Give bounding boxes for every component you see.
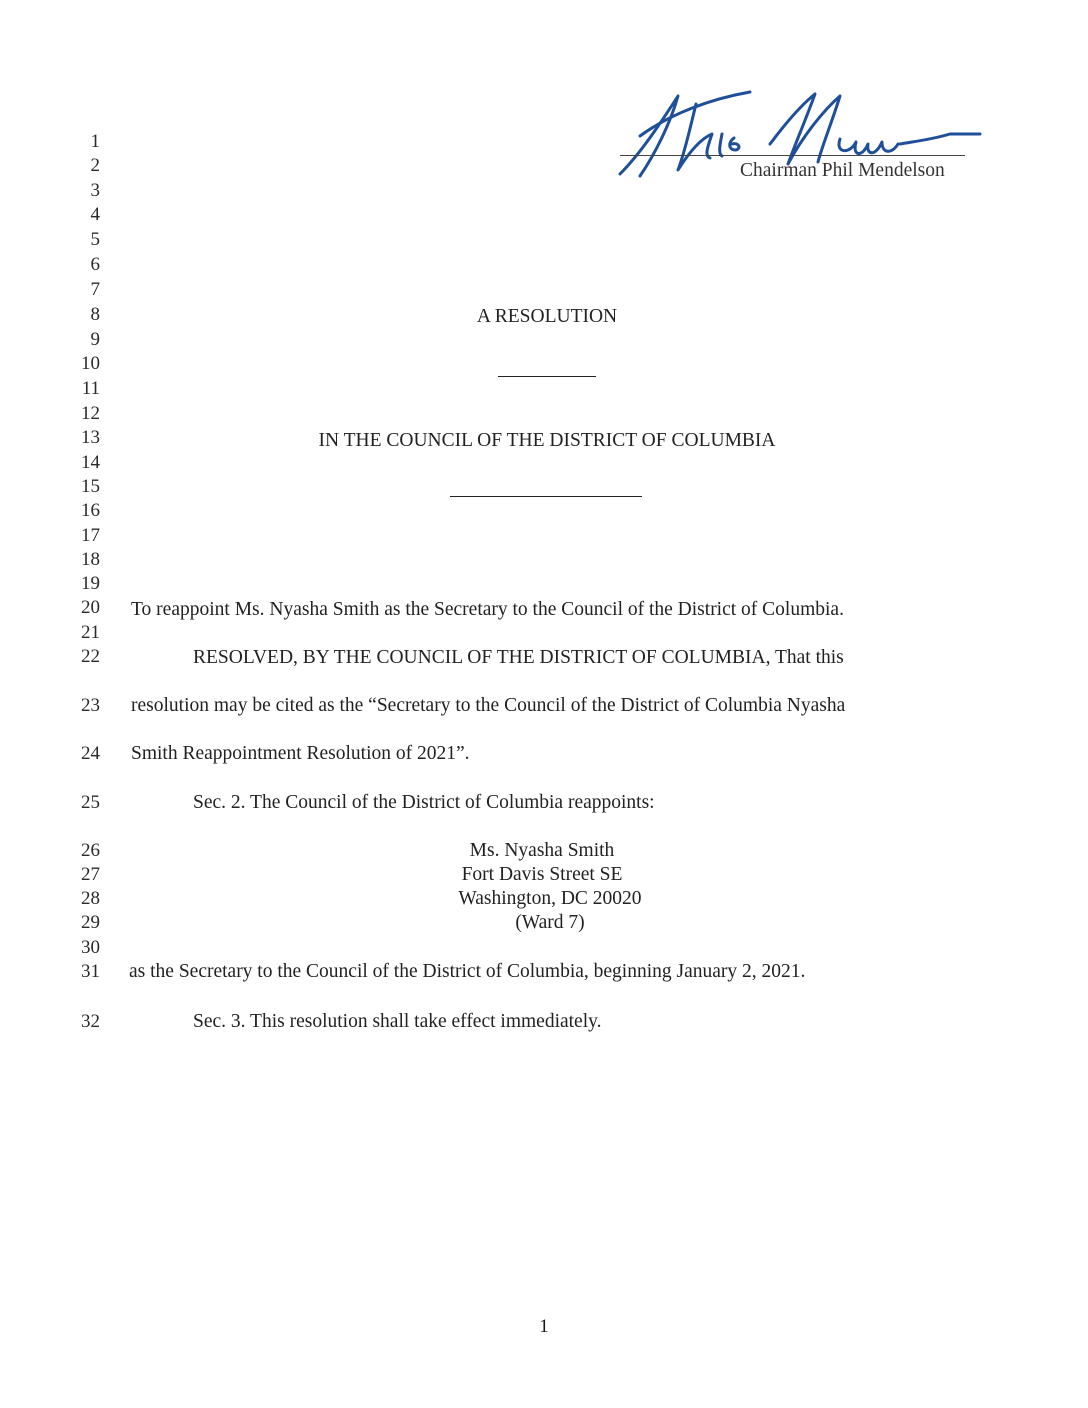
line-number: 4 [90,204,100,225]
line-number: 29 [81,912,100,933]
purpose-line: To reappoint Ms. Nyasha Smith as the Secretary to the Council of the District of Columbia. [131,599,844,620]
appointee-street: Fort Davis Street SE [461,864,623,885]
line-number: 13 [81,427,100,448]
line-number: 11 [81,378,100,399]
line-number: 6 [90,254,100,275]
line-number: 30 [81,937,100,958]
line-number: 23 [81,695,100,716]
line-number: 19 [81,573,100,594]
line-number: 2 [90,155,100,176]
line-number: 15 [81,476,100,497]
line-number: 24 [81,743,100,764]
line-number: 28 [81,888,100,909]
heading-rule [498,376,596,377]
line-number: 1 [90,131,100,152]
line-number: 16 [81,500,100,521]
title-rule [450,496,642,497]
line-number: 17 [81,525,100,546]
line-number: 27 [81,864,100,885]
line-number: 32 [81,1011,100,1032]
line-number: 9 [90,329,100,350]
appointment-line: as the Secretary to the Council of the District of Columbia, beginning January 2, 2021. [129,961,806,982]
line-number: 26 [81,840,100,861]
appointee-city: Washington, DC 20020 [458,888,642,909]
line-number: 20 [81,597,100,618]
section-3: Sec. 3. This resolution shall take effect immediately. [193,1011,602,1032]
line-number: 18 [81,549,100,570]
line-number: 25 [81,792,100,813]
line-number: 3 [90,180,100,201]
appointee-ward: (Ward 7) [515,912,585,933]
line-number: 12 [81,403,100,424]
resolution-heading: A RESOLUTION [476,306,618,327]
line-number: 10 [81,353,100,374]
section-2: Sec. 2. The Council of the District of Columbia reappoints: [193,792,655,813]
resolved-line-2: resolution may be cited as the “Secretary to the Council of the District of Columbia Nyasha [131,695,846,716]
line-number: 22 [81,646,100,667]
page-number: 1 [539,1316,549,1337]
line-number: 7 [90,279,100,300]
signer-caption: Chairman Phil Mendelson [740,160,945,181]
line-number: 8 [90,304,100,325]
line-number: 21 [81,622,100,643]
signature-line [620,155,965,156]
appointee-name: Ms. Nyasha Smith [469,840,615,861]
resolved-line-3: Smith Reappointment Resolution of 2021”. [131,743,470,764]
line-number: 14 [81,452,100,473]
line-number: 5 [90,229,100,250]
resolved-line-1: RESOLVED, BY THE COUNCIL OF THE DISTRICT OF COLUMBIA, That this [193,647,844,668]
line-number: 31 [81,961,100,982]
council-title: IN THE COUNCIL OF THE DISTRICT OF COLUMBIA [318,430,776,451]
